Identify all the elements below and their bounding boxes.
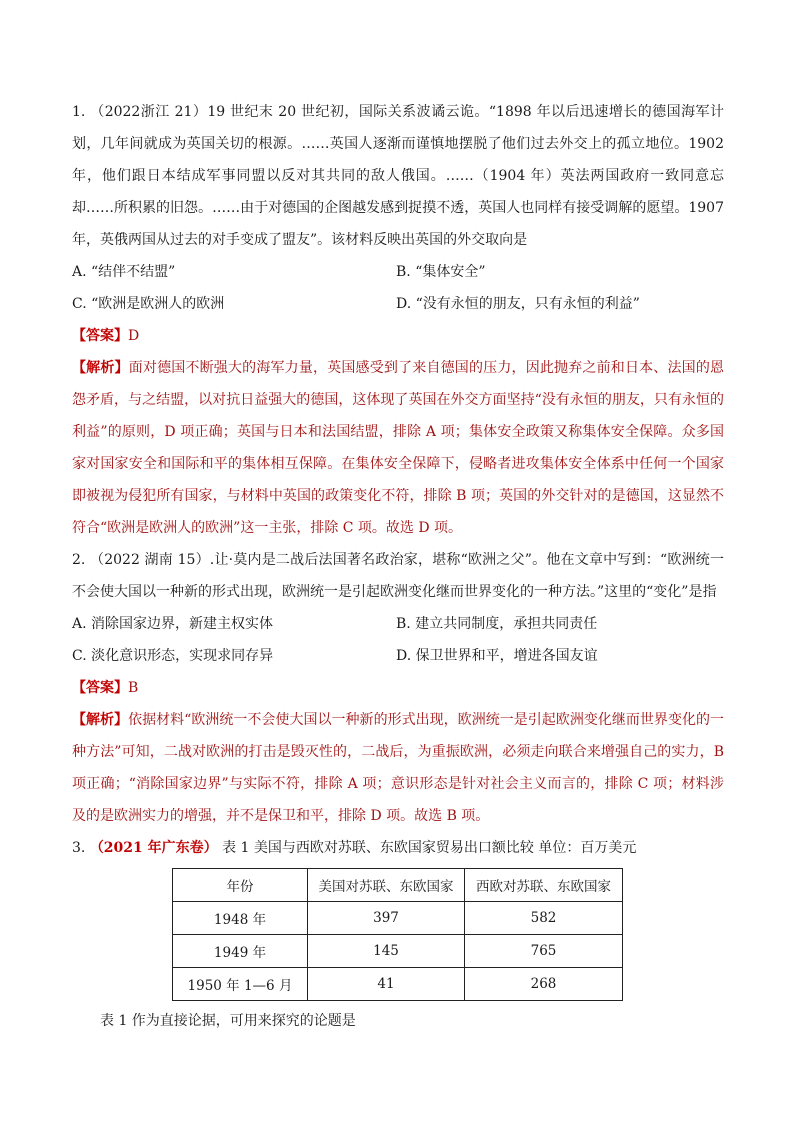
q2-option-a: A. 消除国家边界，新建主权实体 xyxy=(72,616,274,632)
q2-answer-tag: 【答案】 xyxy=(72,680,128,696)
q3-question: 表 1 作为直接论据，可用来探究的论题是 xyxy=(100,1013,356,1029)
table-cell: 1948 年 xyxy=(173,902,308,935)
q2-analysis-text: 依据材料“欧洲统一不会使大国以一种新的形式出现，欧洲统一是引起欧洲变化继而世界变化的一种方法”可知，二战对欧洲的打击是毁灭性的，二战后，为重振欧洲，必须走向联合来增强自己的实力，B 项正确；“消除国家边界”与实际不符，排除 A 项；意识形态是针对社会主义而言的，排除 C 项；材料涉及的是欧洲实力的增强，并不是保卫和平，排除 D 项。故选 B 项。 xyxy=(72,712,725,824)
q1-options xyxy=(72,256,724,320)
q2-answer xyxy=(72,672,724,704)
q3-source: （2021 年广东卷） xyxy=(89,840,218,856)
q2-answer-value: B xyxy=(128,680,139,696)
q2-analysis-tag: 【解析】 xyxy=(72,712,129,728)
table-header-row xyxy=(173,869,623,902)
q1-option-b: B. “集体安全” xyxy=(396,264,486,280)
q3-number: 3. xyxy=(72,840,90,856)
table-row xyxy=(173,935,623,968)
table-header-cell: 西欧对苏联、东欧国家 xyxy=(465,869,623,902)
q1-option-a: A. “结伴不结盟” xyxy=(72,264,176,280)
q1-stem: 1. （2022浙江 21）19 世纪末 20 世纪初，国际关系波谲云诡。“1898 年以后迅速增长的德国海军计划，几年间就成为英国关切的根源。……英国人逐渐而谨慎地摆脱了他们过去外交上的孤立地位。1902 年，他们跟日本结成军事同盟以反对其共同的敌人俄国。……（1904 年）英法两国政府一致同意忘却……所积累的旧怨。……由于对德国的企图越发感到捉摸不透，英国人也同样有接受调解的愿望。1907 年，英俄两国从过去的对手变成了盟友”。该材料反映出英国的外交取向是 xyxy=(72,104,724,248)
q2-analysis xyxy=(72,704,724,832)
q1-analysis-tag: 【解析】 xyxy=(72,360,129,376)
q2-option-c: C. 淡化意识形态，实现求同存异 xyxy=(72,648,274,664)
q2-option-d: D. 保卫世界和平，增进各国友谊 xyxy=(396,648,598,664)
q1-analysis-text: 面对德国不断强大的海军力量，英国感受到了来自德国的压力，因此抛弃之前和日本、法国的恩怨矛盾，与之结盟，以对抗日益强大的德国，这体现了英国在外交方面坚持“没有永恒的朋友，只有永恒的利益”的原则，D 项正确；英国与日本和法国结盟，排除 A 项；集体安全政策又称集体安全保障。众多国家对国家安全和国际和平的集体相互保障。在集体安全保障下，侵略者进攻集体安全体系中任何一个国家即被视为侵犯所有国家，与材料中英国的政策变化不符，排除 B 项；英国的外交针对的是德国，这显然不符合“欧洲是欧洲人的欧洲”这一主张，排除 C 项。故选 D 项。 xyxy=(72,360,725,536)
q1-answer-value: D xyxy=(128,328,140,344)
q2-options xyxy=(72,608,724,672)
q2-stem: 2. （2022 湖南 15）.让·莫内是二战后法国著名政治家，堪称“欧洲之父”。他在文章中写到：“欧洲统一不会使大国以一种新的形式出现，欧洲统一是引起欧洲变化继而世界变化的一种方法。”这里的“变化”是指 xyxy=(72,552,724,600)
q3-table-caption: 表 1 美国与西欧对苏联、东欧国家贸易出口额比较 单位：百万美元 xyxy=(217,840,637,856)
table-header-cell: 年份 xyxy=(173,869,308,902)
table-cell: 145 xyxy=(308,935,465,968)
q2-option-b: B. 建立共同制度，承担共同责任 xyxy=(396,616,598,632)
q1-option-c: C. “欧洲是欧洲人的欧洲 xyxy=(72,296,225,312)
table-row xyxy=(173,968,623,1001)
table-cell: 1950 年 1—6 月 xyxy=(173,968,308,1001)
q1-option-d: D. “没有永恒的朋友，只有永恒的利益” xyxy=(396,296,640,312)
q1-answer xyxy=(72,320,724,352)
table-cell: 397 xyxy=(308,902,465,935)
q1-answer-tag: 【答案】 xyxy=(72,328,128,344)
table-cell: 1949 年 xyxy=(173,935,308,968)
document-page xyxy=(72,96,724,1037)
q1-analysis xyxy=(72,352,724,544)
table-cell: 582 xyxy=(465,902,623,935)
table-cell: 268 xyxy=(465,968,623,1001)
table-row xyxy=(173,902,623,935)
table-cell: 41 xyxy=(308,968,465,1001)
trade-table xyxy=(172,868,623,1001)
table-cell: 765 xyxy=(465,935,623,968)
q3-heading xyxy=(72,832,724,864)
table-header-cell: 美国对苏联、东欧国家 xyxy=(308,869,465,902)
